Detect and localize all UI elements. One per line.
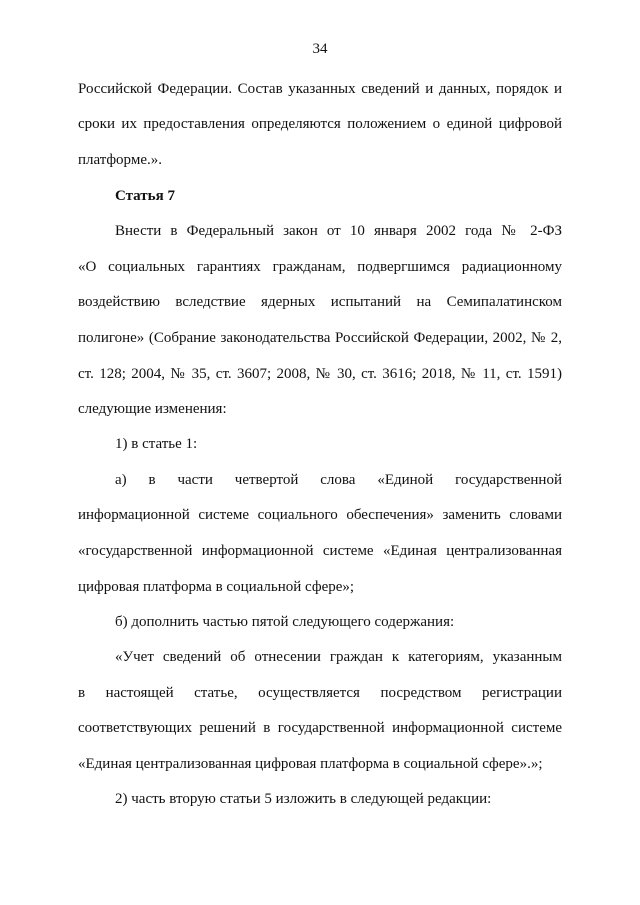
text-line: полигоне» (Собрание законодательства Российской Федерации, 2002, № 2, [78,330,562,346]
text-line: «Учет сведений об отнесении граждан к категориям, указанным [115,649,562,665]
text-line: воздействию вследствие ядерных испытаний на Семипалатинском [78,294,562,310]
text-line: 2) часть вторую статьи 5 изложить в следующей редакции: [115,791,492,807]
text-line: 1) в статье 1: [115,436,198,452]
text-line: ст. 128; 2004, № 35, ст. 3607; 2008, № 30, ст. 3616; 2018, № 11, ст. 1591) [78,366,562,382]
text-line: «О социальных гарантиях гражданам, подвергшимся радиационному [78,259,562,275]
text-line: следующие изменения: [78,401,227,417]
text-line: сроки их предоставления определяются положением о единой цифровой [78,116,562,132]
text-line: Российской Федерации. Состав указанных сведений и данных, порядок и [78,81,562,97]
text-line: б) дополнить частью пятой следующего содержания: [115,614,455,630]
page-number: 34 [312,41,328,57]
text-line: в настоящей статье, осуществляется посредством регистрации [78,685,562,701]
text-line: «Единая централизованная цифровая платформа в социальной сфере».»; [78,756,543,772]
text-line: цифровая платформа в социальной сфере»; [78,579,355,595]
text-line: Внести в Федеральный закон от 10 января 2002 года № 2-ФЗ [115,223,562,239]
text-line: платформе.». [78,152,162,168]
text-line: а) в части четвертой слова «Единой государственной [115,472,562,488]
text-line: информационной системе социального обеспечения» заменить словами [78,507,562,523]
article-heading: Статья 7 [115,188,175,204]
text-line: «государственной информационной системе «Единая централизованная [78,543,562,559]
text-line: соответствующих решений в государственной информационной системе [78,720,562,736]
